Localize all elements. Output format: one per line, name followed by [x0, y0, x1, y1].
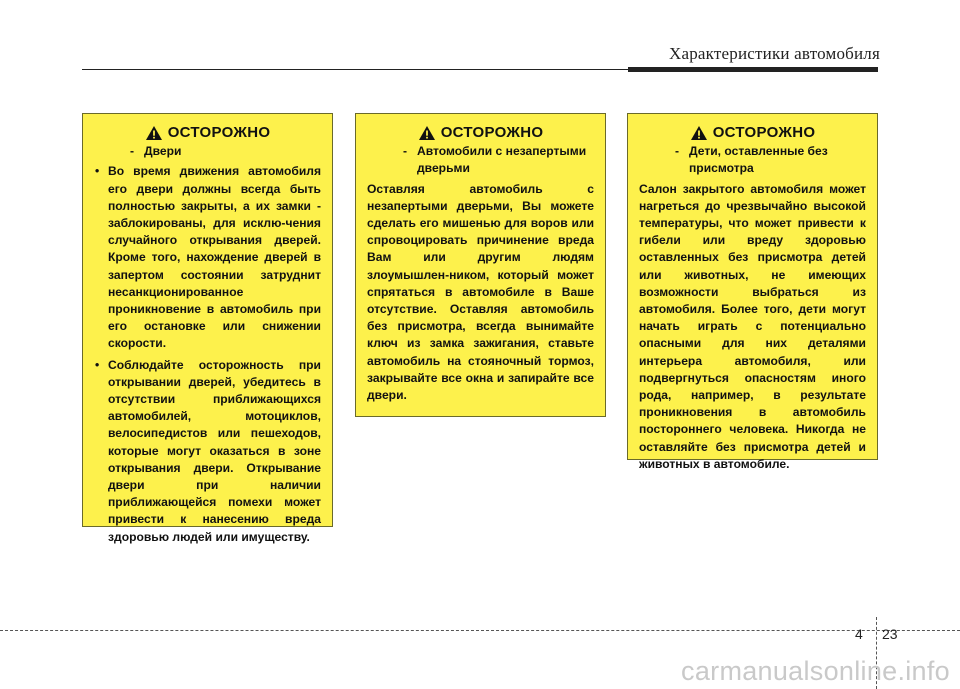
- chapter-number: 4: [855, 626, 863, 642]
- running-header-title: Характеристики автомобиля: [669, 44, 880, 63]
- warning-triangle-icon: [690, 125, 708, 141]
- subheading-dash: -: [675, 144, 680, 159]
- warning-box-unattended-children: [627, 113, 878, 471]
- subheading-dash: -: [130, 144, 135, 159]
- warning-body-text: Салон закрытого автомобиля может нагреться до чрезвычайно высокой температуры, что может привести к гибели или вреду здоровью оставленных без присмотра детей или животных, не имеющих возможности выбраться из автомобиля. Более того, дети могут начать играть с потенциально опасными для них деталями интерьера автомобиля, или подвергнуться опасностям иного рода, например, в результате проникновения в автомобиль постороннего человека. Никогда не оставляйте без присмотра детей и животных в автомобиле.: [639, 181, 866, 471]
- warning-body-text: Оставляя автомобиль с незапертыми дверьми, Вы можете сделать его мишенью для воров или спровоцировать причинение вреда Вам или другим людям злоумышлен-ником, который может спрятаться в автомобиле в Ваше отсутствие. Оставляя автомобиль без присмотра, всегда вынимайте ключ из замка зажигания, ставьте автомобиль на стояночный тормоз, закрывайте все окна и запирайте все двери.: [367, 181, 594, 403]
- subheading-text: Дети, оставленные без присмотра: [689, 144, 828, 176]
- warning-triangle-icon: [145, 125, 163, 141]
- warning-heading-text: ОСТОРОЖНО: [712, 124, 816, 141]
- warning-heading: [639, 124, 866, 141]
- bullet-item: • Во время движения автомобиля его двери должны всегда быть полностью закрыты, а их замки - заблокированы, для исклю-чения случайного открывания дверей. Кроме того, нахождение дверей в запертом состоянии затруднит несанкционированное проникновение в автомобиль при его остановке или снижении скорости.: [94, 163, 321, 352]
- warning-subheading: [367, 143, 594, 177]
- page-number: 23: [882, 626, 898, 642]
- header-rule: [82, 69, 630, 70]
- subheading-text: Двери: [144, 144, 182, 159]
- warning-heading: [94, 124, 321, 141]
- subheading-text: Автомобили с незапертыми дверьми: [417, 144, 587, 176]
- warning-subheading: [639, 143, 866, 177]
- watermark: carmanualsonline.info: [681, 656, 950, 686]
- warning-bullet-list: [94, 163, 321, 545]
- subheading-dash: -: [403, 144, 408, 159]
- warning-triangle-icon: [418, 125, 436, 141]
- warning-subheading: [94, 143, 321, 160]
- header-rule-accent: [628, 67, 878, 72]
- bullet-item: • Соблюдайте осторожность при открывании дверей, убедитесь в отсутствии приближающихся автомобилей, мотоциклов, велосипедистов или пешеходов, которые могут оказаться в зоне открывания двери. Открывание двери при наличии приближающейся помехи может привести к нанесению вреда здоровью людей или имуществу.: [94, 357, 321, 546]
- warning-box-unlocked-doors: [355, 113, 606, 417]
- footer-rule: [0, 630, 960, 631]
- warning-heading: [367, 124, 594, 141]
- warning-heading-text: ОСТОРОЖНО: [167, 124, 271, 141]
- warning-heading-text: ОСТОРОЖНО: [440, 124, 544, 141]
- warning-box-doors: [82, 113, 333, 544]
